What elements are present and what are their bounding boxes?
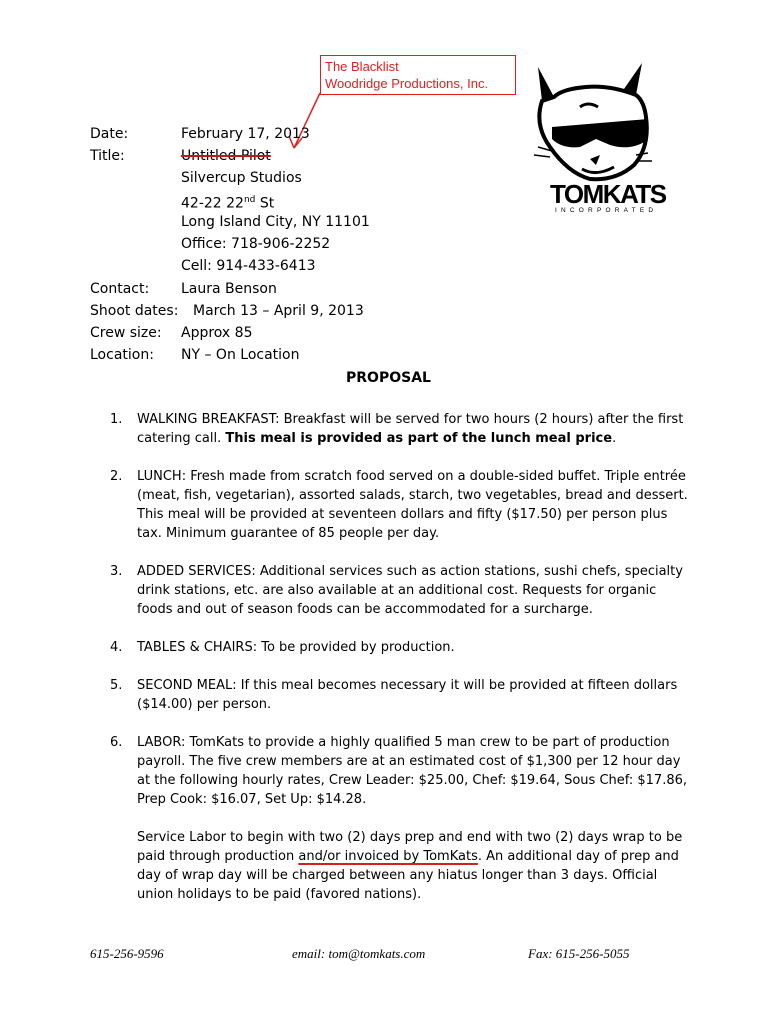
- annotation-box: [320, 55, 516, 95]
- labor-text-a: Service Labor to begin with two (2) days prep and end with two (2) days wrap to be paid through production: [137, 830, 683, 864]
- list-item: [110, 733, 690, 904]
- title-value: Untitled Pilot: [181, 148, 271, 164]
- item-text: WALKING BREAKFAST: Breakfast will be served for two hours (2 hours) after the first catering call.: [137, 412, 684, 446]
- annotation-line-2: Woodridge Productions, Inc.: [325, 76, 489, 91]
- address-line-2: [181, 191, 274, 213]
- item-number: 2.: [110, 469, 123, 484]
- list-item: [110, 638, 690, 657]
- address-line-3: Long Island City, NY 11101: [181, 214, 370, 230]
- item-text: LUNCH: Fresh made from scratch food served on a double-sided buffet. Triple entrée (meat, fish, vegetarian), assorted salads, starch, two vegetables, bread and dessert. This meal will be provided at seventeen dollars and fifty ($17.50) per person plus tax. Minimum guarantee of 85 people per day.: [137, 469, 688, 541]
- item-bold-text: This meal is provided as part of the lunch meal price: [225, 431, 613, 446]
- item-text: TABLES & CHAIRS: To be provided by production.: [137, 640, 455, 655]
- shoot-dates-value: March 13 – April 9, 2013: [193, 303, 364, 319]
- item-number: 3.: [110, 564, 123, 579]
- address-ordinal: nd: [243, 195, 256, 205]
- address-street-number: 42-22 22: [181, 195, 244, 212]
- office-phone: Office: 718-906-2252: [181, 236, 331, 252]
- location-label: Location:: [90, 347, 154, 363]
- shoot-dates-label: Shoot dates:: [90, 303, 179, 319]
- tomkats-logo: [530, 55, 666, 220]
- crew-size-label: Crew size:: [90, 325, 162, 341]
- item-number: 5.: [110, 678, 123, 693]
- address-street-suffix: St: [255, 195, 275, 212]
- item-text: ADDED SERVICES: Additional services such as action stations, sushi chefs, specialty drink stations, etc. are also available at an additional cost. Requests for organic foods and out of season foods can be accommodated for a surcharge.: [137, 564, 683, 617]
- proposal-items: [110, 410, 690, 923]
- footer-phone: 615-256-9596: [90, 946, 164, 961]
- list-item: [110, 467, 690, 543]
- labor-paragraph-2: [137, 828, 690, 904]
- address-line-1: Silvercup Studios: [181, 170, 302, 186]
- crew-size-value: Approx 85: [181, 325, 253, 341]
- location-value: NY – On Location: [181, 347, 300, 363]
- cat-face-icon: [530, 55, 660, 190]
- item-text: SECOND MEAL: If this meal becomes necessary it will be provided at fifteen dollars ($14.00) per person.: [137, 678, 678, 712]
- title-label: Title:: [90, 148, 125, 164]
- list-item: [110, 676, 690, 714]
- item-number: 1.: [110, 412, 123, 427]
- footer-email: email: tom@tomkats.com: [292, 946, 426, 961]
- proposal-heading: PROPOSAL: [346, 370, 431, 386]
- footer-fax: Fax: 615-256-5055: [528, 946, 630, 961]
- list-item: [110, 562, 690, 619]
- contact-value: Laura Benson: [181, 281, 277, 297]
- date-label: Date:: [90, 126, 129, 142]
- list-item: [110, 410, 690, 448]
- labor-underlined-text: and/or invoiced by TomKats: [298, 849, 478, 864]
- item-text: LABOR: TomKats to provide a highly qualified 5 man crew to be part of production payroll. The five crew members are at an estimated cost of $1,300 per 12 hour day at the following hourly rates, Crew Leader: $25.00, Chef: $19.64, Sous Chef: $17.86, Prep Cook: $16.07, Set Up: $14.28.: [137, 735, 688, 807]
- cell-phone: Cell: 914-433-6413: [181, 258, 316, 274]
- annotation-line-1: The Blacklist: [325, 59, 399, 74]
- item-number: 4.: [110, 640, 123, 655]
- labor-text-b: . An additional day of prep and day of wrap day will be charged between any hiatus longer than 3 days. Official union holidays to be paid (favored nations).: [137, 849, 679, 902]
- item-number: 6.: [110, 735, 123, 750]
- item-tail: .: [612, 431, 617, 446]
- logo-brand: TOMKATS: [550, 179, 666, 209]
- logo-sub: INCORPORATED: [555, 207, 658, 214]
- date-value: February 17, 2013: [181, 126, 310, 142]
- contact-label: Contact:: [90, 281, 150, 297]
